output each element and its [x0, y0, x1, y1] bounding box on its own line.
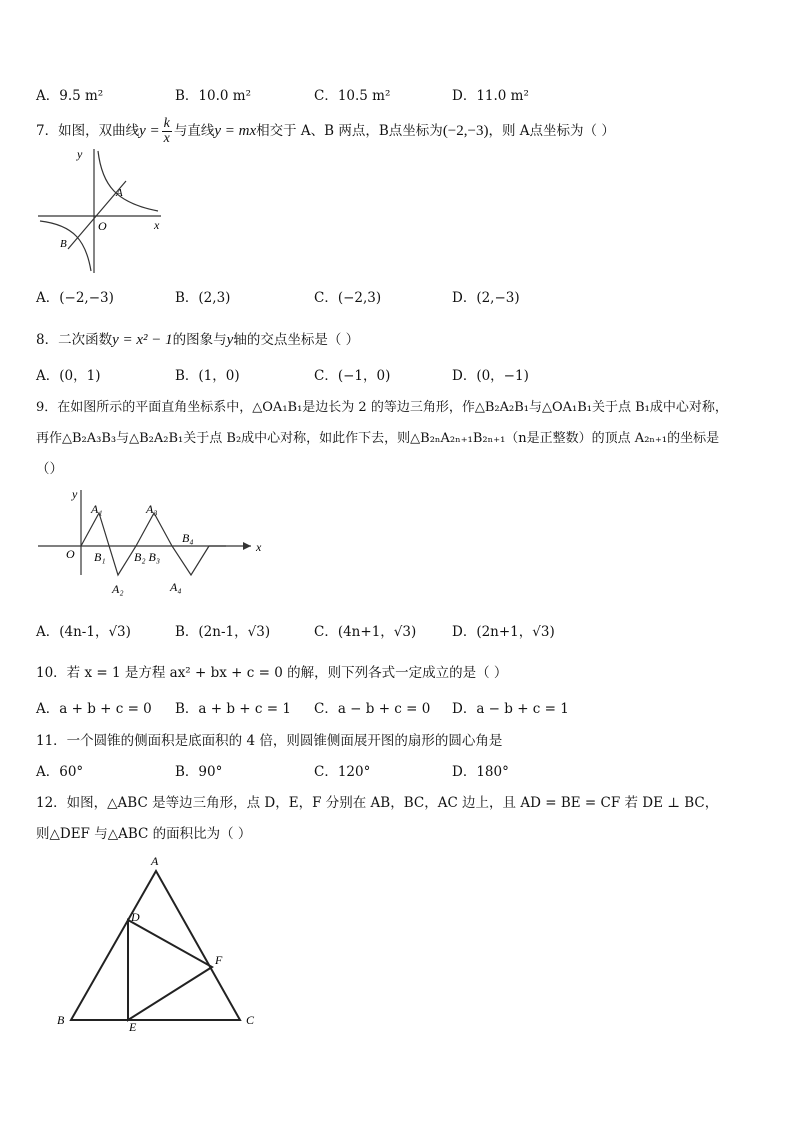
q12-line-1: 12．如图，△ABC 是等边三角形，点 D，E，F 分别在 AB，BC，AC 边上，且 AD = BE = CF 若 DE ⊥ BC， [36, 795, 719, 811]
q7-tail: 相交于 A、B 两点，B点坐标为 [256, 123, 443, 139]
q8-option-d: D．(0，−1) [452, 368, 529, 384]
q9-label-x: x [256, 540, 262, 554]
q11-option-a: A．60° [36, 764, 84, 780]
q9-label-b2-b3: B₂ B₃ [134, 550, 161, 564]
q8-option-a: A．(0，1) [36, 368, 101, 384]
q8-equation: y = x² − 1 [112, 332, 173, 348]
q9-line-2: 再作△B₂A₃B₃与△B₂A₂B₁关于点 B₂成中心对称，如此作下去，则△B₂ₙA₂ₙ₊₁B₂ₙ₊₁（n是正整数）的顶点 A₂ₙ₊₁的坐标是 [36, 431, 720, 446]
q12-figure [50, 850, 270, 1040]
q12-label-b: B [57, 1013, 65, 1027]
q8-text-a: 8．二次函数 [36, 332, 113, 348]
q9-line-1: 9．在如图所示的平面直角坐标系中，△OA₁B₁是边长为 2 的等边三角形，作△B₂A₂B₁与△OA₁B₁关于点 B₁成中心对称， [36, 400, 728, 415]
q10-question: 10．若 x = 1 是方程 ax² + bx + c = 0 的解，则下列各式一定成立的是（ ） [36, 665, 508, 681]
q9-option-c: C．(4n+1，√3) [314, 624, 417, 640]
q7-hyperbola-right [98, 151, 158, 211]
q12-triangle-abc [71, 871, 240, 1020]
q7-option-b: B．(2,3) [175, 290, 231, 306]
q7-fraction [162, 117, 172, 146]
q7-label-x: x [154, 218, 160, 232]
q12-label-e: E [129, 1020, 137, 1034]
q9-label-b4: B₄ [182, 531, 194, 545]
q7-option-d: D．(2,−3) [452, 290, 520, 306]
q12-label-a: A [151, 854, 159, 868]
q9-option-a: A．(4n-1，√3) [36, 624, 131, 640]
q9-option-b: B．(2n-1，√3) [175, 624, 271, 640]
q11-option-c: C．120° [314, 764, 371, 780]
q12-label-c: C [246, 1013, 255, 1027]
q7-end: ，则 A点坐标为（ ） [488, 123, 615, 139]
q7-figure [36, 145, 171, 275]
q10-option-d: D．a − b + c = 1 [452, 701, 569, 717]
q10-option-a: A．a + b + c = 0 [36, 701, 152, 717]
q12-label-f: F [215, 953, 223, 967]
q9-x-arrow [243, 542, 251, 550]
q10-option-c: C．a − b + c = 0 [314, 701, 431, 717]
q9-label-a2: A₂ [112, 582, 124, 596]
q9-line-3: （） [36, 461, 63, 477]
q7-frac-num: k [163, 116, 170, 131]
q6-option-d: D．11.0 m² [452, 88, 529, 104]
q7-label-o: O [98, 219, 107, 233]
q8-option-c: C．(−1，0) [314, 368, 391, 384]
q7-label-y: y [77, 147, 83, 161]
q12-line-2: 则△DEF 与△ABC 的面积比为（ ） [36, 826, 252, 842]
q7-option-c: C．(−2,3) [314, 290, 382, 306]
q9-figure [36, 485, 266, 600]
q10-option-b: B．a + b + c = 1 [175, 701, 291, 717]
q7-number: 7．如图，双曲线 [36, 123, 140, 139]
q12-triangle-def [128, 920, 212, 1020]
q7-label-a: A [116, 187, 123, 199]
q11-option-d: D．180° [452, 764, 509, 780]
q9-label-a3: A₃ [146, 502, 158, 516]
q8-question [36, 328, 359, 349]
q8-text-c: 轴的交点坐标是（ ） [233, 332, 360, 348]
q7-question [36, 117, 615, 146]
q6-option-b: B．10.0 m² [175, 88, 251, 104]
q11-question: 11．一个圆锥的侧面积是底面积的 4 倍，则圆锥侧面展开图的扇形的圆心角是 [36, 733, 503, 749]
q6-option-c: C．10.5 m² [314, 88, 391, 104]
q9-label-a4: A₄ [170, 580, 182, 594]
q11-option-b: B．90° [175, 764, 223, 780]
q6-option-a: A．9.5 m² [36, 88, 104, 104]
q7-option-a: A．(−2,−3) [36, 290, 114, 306]
q12-label-d: D [131, 910, 140, 924]
q7-mid: 与直线 [173, 123, 215, 139]
q7-y-eq: y = [139, 123, 160, 139]
q9-label-y: y [72, 487, 78, 501]
q9-label-a1: A₁ [91, 502, 103, 516]
q8-yvar: y [226, 332, 234, 348]
q9-label-b1: B₁ [94, 550, 106, 564]
q8-option-b: B．(1，0) [175, 368, 240, 384]
q7-label-b: B [60, 238, 67, 250]
q7-coord: (−2,−3) [442, 123, 489, 139]
q8-text-b: 的图象与 [172, 332, 227, 348]
q9-option-d: D．(2n+1，√3) [452, 624, 555, 640]
q7-frac-den: x [163, 131, 170, 146]
q7-line-eq: y = mx [214, 123, 257, 139]
q9-label-o: O [66, 547, 75, 561]
